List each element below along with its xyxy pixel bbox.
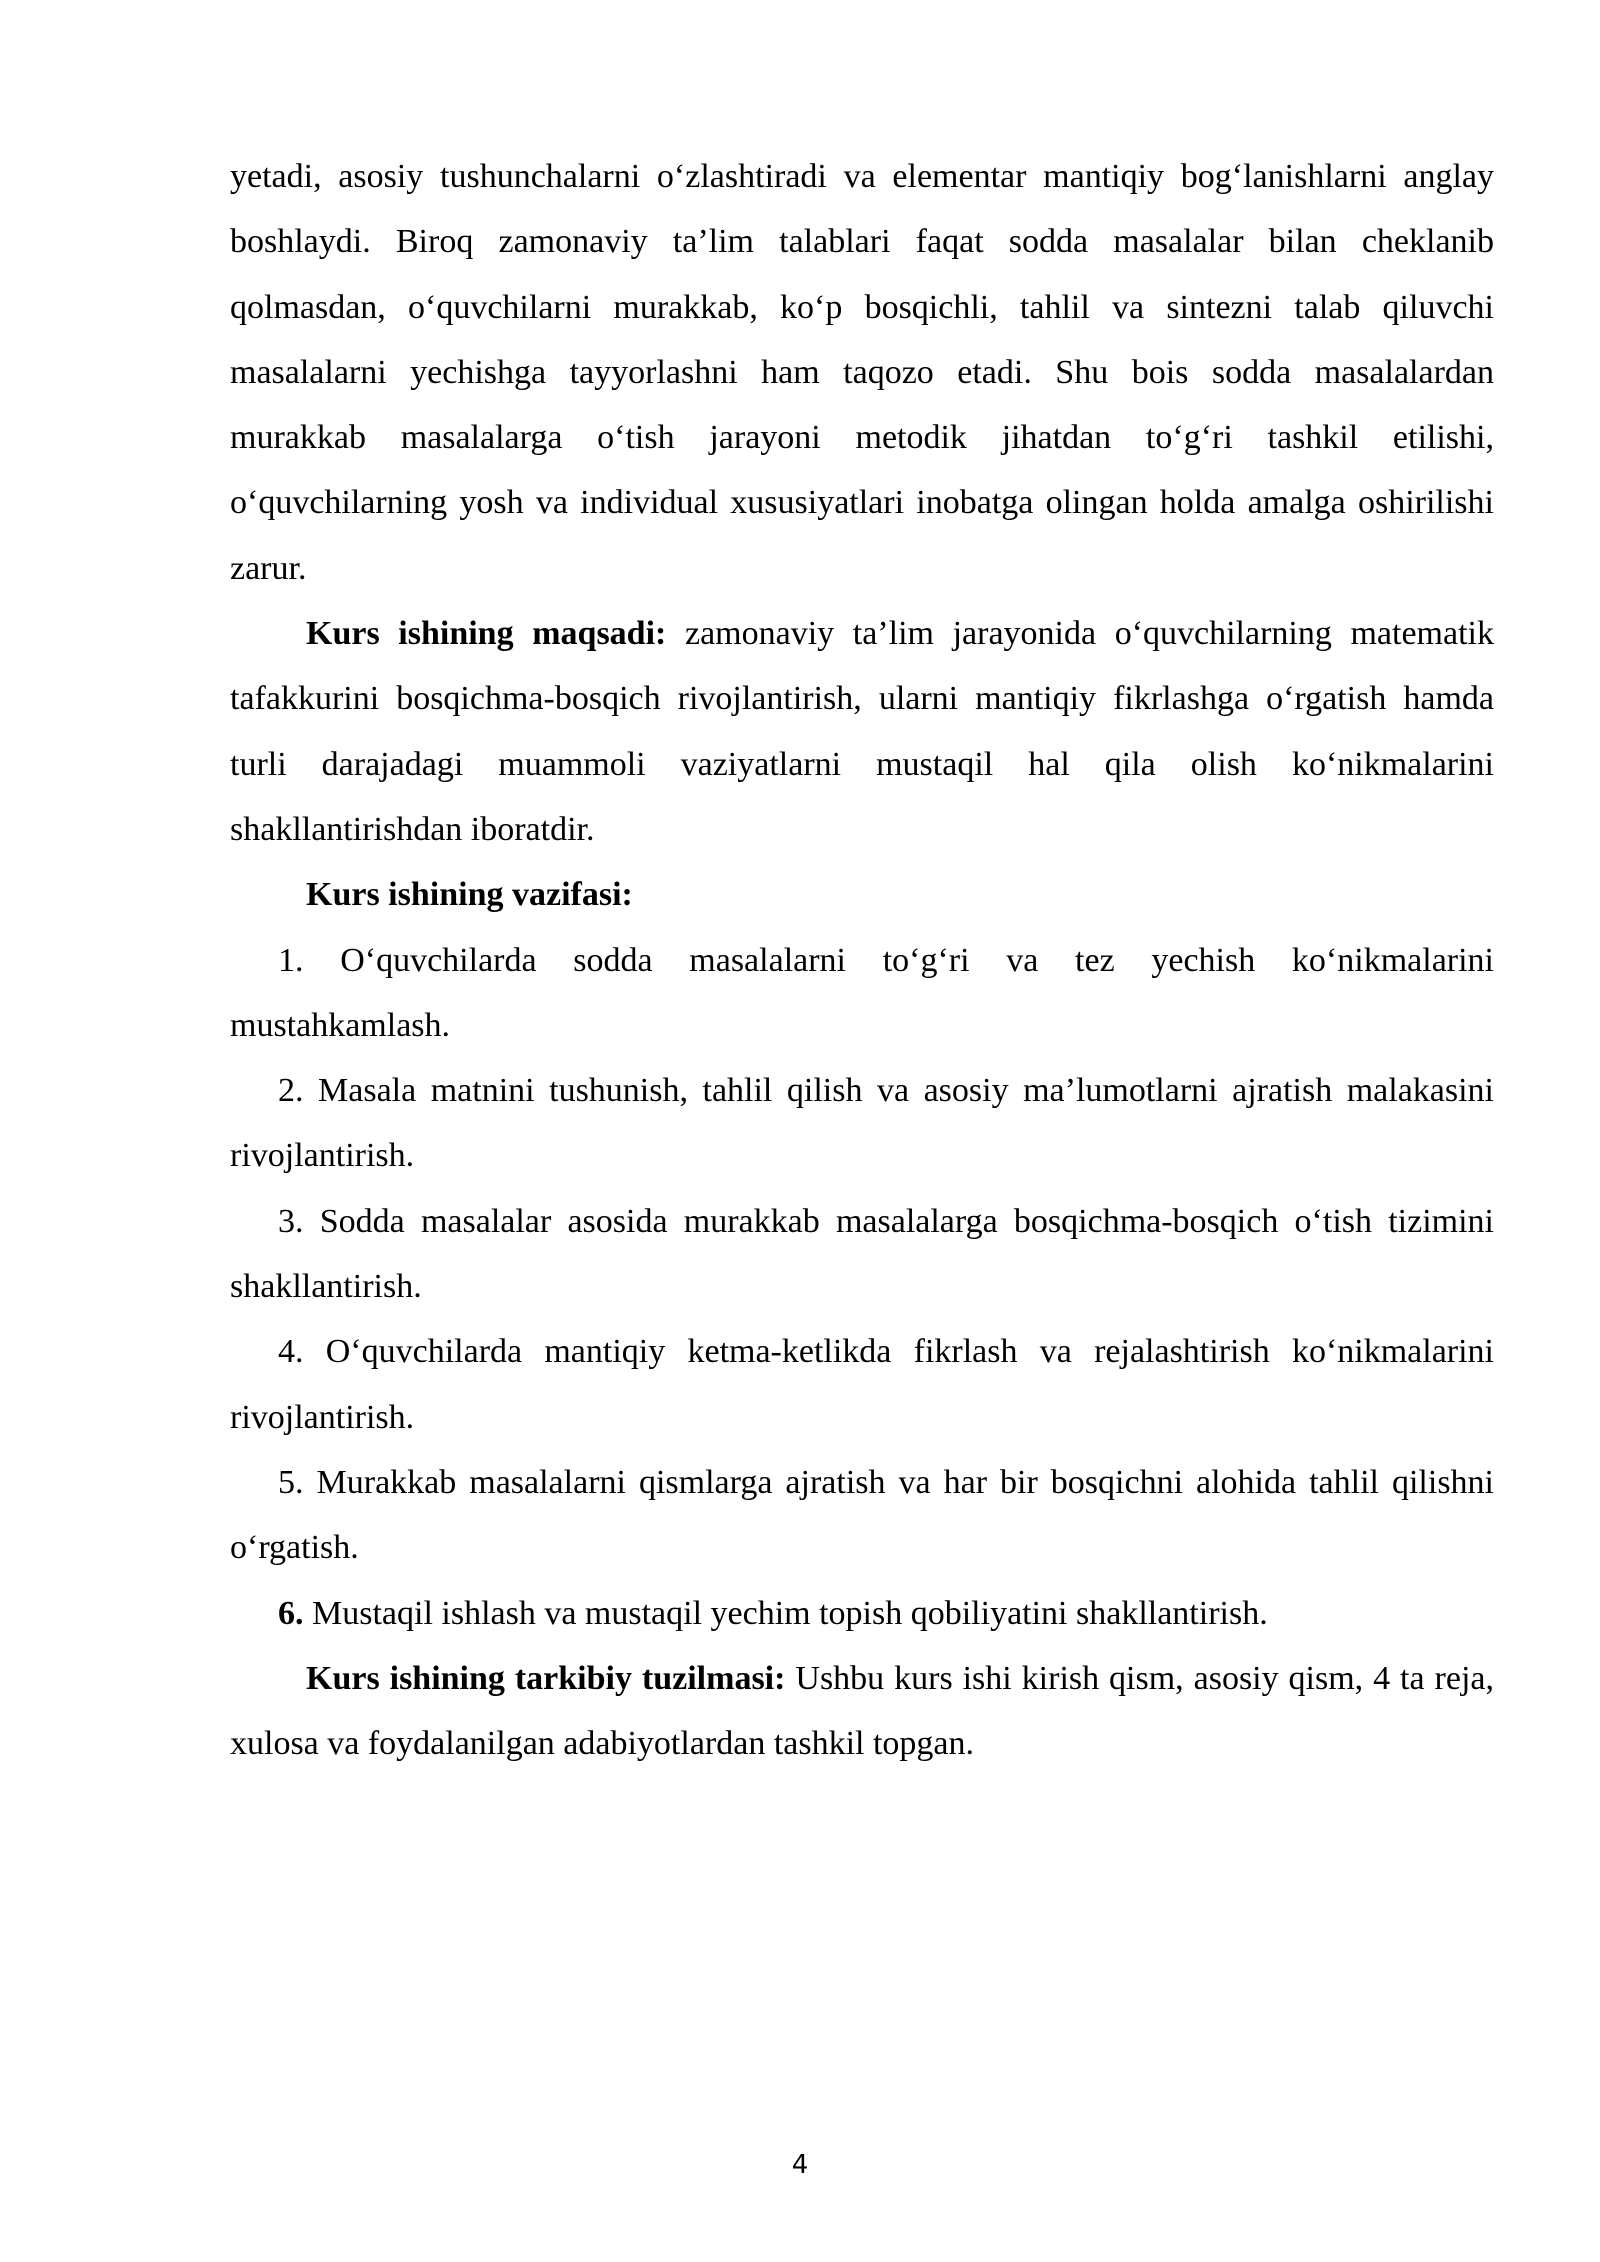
task-item-4 — [230, 1319, 1494, 1450]
tasks-heading: Kurs ishining vazifasi: — [306, 876, 633, 914]
intro-paragraph: yetadi, asosiy tushunchalarni o‘zlashtiradi va elementar mantiqiy bog‘lanishlarni anglay boshlaydi. Biroq zamonaviy ta’lim talablari faqat sodda masalalar bilan cheklanib qolmasdan, o‘quvchilarni murakkab, ko‘p bosqichli, tahlil va sintezni talab qiluvchi masalalarni yechishga tayyorlashni ham taqozo etadi. Shu bois sodda masalalardan murakkab masalalarga o‘tish jarayoni metodik jihatdan to‘g‘ri tashkil etilishi, o‘quvchilarning yosh va individual xususiyatlari inobatga olingan holda amalga oshirilishi zarur. — [230, 158, 1494, 587]
goal-text: zamonaviy ta’lim jarayonida o‘quvchilarning matematik tafakkurini bosqichma-bosqich rivojlantirish, ularni mantiqiy fikrlashga o‘rgatish hamda turli darajadagi muammoli vaziyatlarni mustaqil hal qila olish ko‘nikmalarini shakllantirishdan iboratdir. — [230, 615, 1494, 848]
task-number: 6. — [278, 1594, 304, 1632]
structure-heading: Kurs ishining tarkibiy tuzilmasi: — [306, 1659, 786, 1697]
task-text: Murakkab masalalarni qismlarga ajratish va har bir bosqichni alohida tahlil qilishni o‘rgatish. — [230, 1463, 1494, 1567]
document-body — [230, 144, 1494, 1776]
tasks-heading-paragraph — [230, 862, 1494, 927]
task-item-5 — [230, 1450, 1494, 1581]
goal-paragraph — [230, 601, 1494, 862]
structure-paragraph — [230, 1646, 1494, 1777]
task-number: 3. — [278, 1202, 304, 1240]
task-number: 2. — [278, 1072, 304, 1110]
structure-text: Ushbu kurs ishi kirish qism, asosiy qism, 4 ta reja, xulosa va foydalanilgan adabiyotlardan tashkil topgan. — [230, 1659, 1494, 1763]
task-text: Mustaqil ishlash va mustaqil yechim topish qobiliyatini shakllantirish. — [312, 1594, 1268, 1632]
task-number: 5. — [278, 1463, 304, 1501]
task-item-1 — [230, 928, 1494, 1059]
task-item-2 — [230, 1058, 1494, 1189]
page-number: 4 — [791, 2150, 809, 2180]
task-text: Masala matnini tushunish, tahlil qilish va asosiy ma’lumotlarni ajratish malakasini rivojlantirish. — [230, 1072, 1495, 1175]
task-number: 4. — [278, 1333, 304, 1371]
goal-heading: Kurs ishining maqsadi: — [306, 615, 667, 653]
task-number: 1. — [278, 941, 304, 979]
task-text: O‘quvchilarda mantiqiy ketma-ketlikda fikrlash va rejalashtirish ko‘nikmalarini rivojlantirish. — [230, 1333, 1494, 1436]
task-item-6 — [230, 1581, 1494, 1646]
task-text: Sodda masalalar asosida murakkab masalalarga bosqichma-bosqich o‘tish tizimini shakllantirish. — [230, 1202, 1495, 1306]
task-item-3 — [230, 1189, 1494, 1320]
task-text: O‘quvchilarda sodda masalalarni to‘g‘ri va tez yechish ko‘nikmalarini mustahkamlash. — [230, 941, 1494, 1044]
